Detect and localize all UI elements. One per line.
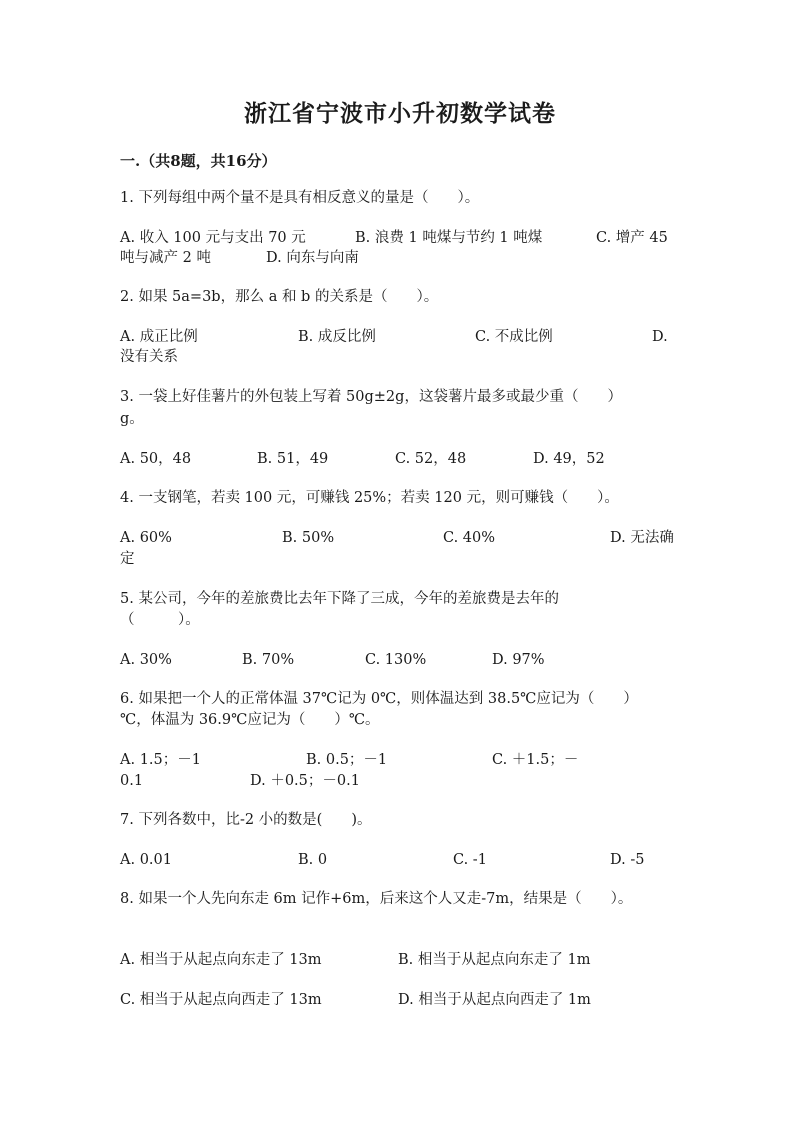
q1-option-d: D. 向东与向南 (266, 250, 359, 266)
q3-option-b: B. 51，49 (257, 451, 329, 467)
q7-option-c: C. -1 (453, 852, 487, 868)
q2-option-d-continued: 没有关系 (120, 349, 178, 365)
q7-option-d: D. -5 (610, 852, 645, 868)
question-8-stem: 8. 如果一个人先向东走 6m 记作+6m，后来这个人又走-7m，结果是（ ）。 (120, 891, 633, 907)
q6-option-c: C. ＋1.5；－ (492, 752, 579, 768)
q4-option-d: D. 无法确 (610, 530, 674, 546)
q1-option-c-continued: 吨与减产 2 吨 (120, 250, 211, 266)
q6-option-b: B. 0.5；－1 (306, 752, 388, 768)
q3-option-d: D. 49，52 (533, 451, 605, 467)
q8-option-d: D. 相当于从起点向西走了 1m (398, 992, 591, 1008)
q4-option-b: B. 50% (282, 530, 335, 546)
q2-option-a: A. 成正比例 (120, 329, 198, 345)
q3-option-c: C. 52，48 (395, 451, 467, 467)
question-3-stem-line-1: 3. 一袋上好佳薯片的外包装上写着 50g±2g，这袋薯片最多或最少重（ ） (120, 389, 622, 405)
question-4-stem: 4. 一支钢笔，若卖 100 元，可赚钱 25%；若卖 120 元，则可赚钱（ ）。 (120, 490, 619, 506)
q7-option-b: B. 0 (298, 852, 328, 868)
q1-option-b: B. 浪费 1 吨煤与节约 1 吨煤 (355, 230, 543, 246)
q7-option-a: A. 0.01 (120, 852, 172, 868)
question-5-stem-line-1: 5. 某公司，今年的差旅费比去年下降了三成，今年的差旅费是去年的 (120, 591, 559, 607)
q1-option-a: A. 收入 100 元与支出 70 元 (120, 230, 306, 246)
q6-option-a: A. 1.5；－1 (120, 752, 201, 768)
q2-option-c: C. 不成比例 (475, 329, 553, 345)
q4-option-a: A. 60% (120, 530, 172, 546)
question-2-stem: 2. 如果 5a=3b，那么 a 和 b 的关系是（ ）。 (120, 289, 439, 305)
page-title: 浙江省宁波市小升初数学试卷 (244, 100, 556, 127)
q5-option-b: B. 70% (242, 652, 295, 668)
q2-option-d: D. (652, 329, 668, 345)
q4-option-c: C. 40% (443, 530, 496, 546)
question-7-stem: 7. 下列各数中，比-2 小的数是( )。 (120, 812, 372, 828)
section-heading: 一.（共8题，共16分） (120, 152, 277, 170)
q8-option-c: C. 相当于从起点向西走了 13m (120, 992, 322, 1008)
q8-option-b: B. 相当于从起点向东走了 1m (398, 952, 591, 968)
q5-option-d: D. 97% (492, 652, 545, 668)
q3-option-a: A. 50，48 (120, 451, 192, 467)
q6-option-d: D. ＋0.5；－0.1 (250, 773, 360, 789)
question-3-stem-line-2: g。 (120, 411, 144, 427)
q5-option-c: C. 130% (365, 652, 427, 668)
question-1-stem: 1. 下列每组中两个量不是具有相反意义的量是（ ）。 (120, 190, 480, 206)
question-5-stem-line-2: （ ）。 (120, 612, 200, 628)
question-6-stem-line-2: ℃，体温为 36.9℃应记为（ ）℃。 (120, 712, 380, 728)
question-6-stem-line-1: 6. 如果把一个人的正常体温 37℃记为 0℃，则体温达到 38.5℃应记为（ ） (120, 691, 638, 707)
q2-option-b: B. 成反比例 (298, 329, 376, 345)
q6-option-c-continued: 0.1 (120, 773, 144, 789)
q1-option-c: C. 增产 45 (596, 230, 668, 246)
q8-option-a: A. 相当于从起点向东走了 13m (120, 952, 322, 968)
q5-option-a: A. 30% (120, 652, 172, 668)
q4-option-d-continued: 定 (120, 551, 135, 567)
